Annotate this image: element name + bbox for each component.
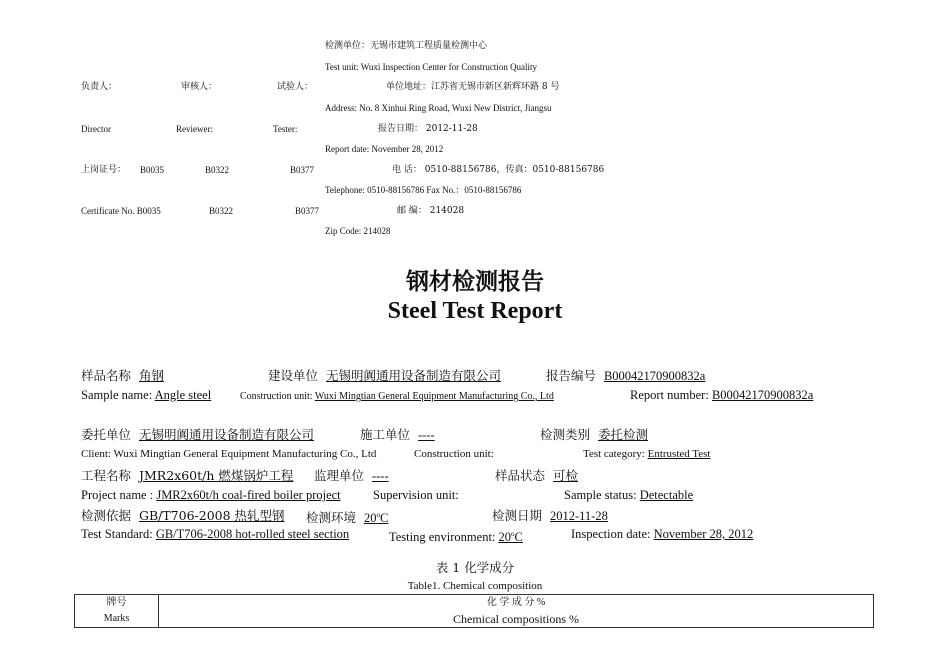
builder-cn-label: 施工单位 <box>360 427 411 442</box>
cert-no-3: B0377 <box>290 165 315 175</box>
sample-name-cn-value: 角钢 <box>138 368 164 383</box>
test-unit-en: Test unit: Wuxi Inspection Center for Construction Quality <box>325 62 538 72</box>
report-no-cn-value: B00042170900832a <box>603 369 706 383</box>
row-client-cn <box>81 426 314 443</box>
report-no-en-label: Report number: <box>630 388 709 402</box>
director-en: Director <box>81 124 111 134</box>
cert-en: Certificate No. B0035 <box>81 206 161 216</box>
table-caption-en: Table1. Chemical composition <box>407 580 543 592</box>
marks-header <box>75 595 159 628</box>
row-date-cn <box>492 507 656 525</box>
project-cn-label: 工程名称 <box>81 468 132 483</box>
row-builder-cn <box>360 426 528 444</box>
sample-name-en-label: Sample name: <box>81 388 153 402</box>
phone-cn: 电 话： 0510-88156786，传真：0510-88156786 <box>392 165 605 175</box>
date-en-value: November 28, 2012 <box>653 527 754 541</box>
sample-status-en-label: Sample status: <box>564 488 637 502</box>
project-en-label: Project name : <box>81 488 154 502</box>
date-cn-value: 2012-11-28 <box>549 509 608 523</box>
row-construction-cn <box>268 367 501 384</box>
cert-no-1: B0035 <box>140 165 165 175</box>
standard-en-value: GB/T706-2008 hot-rolled steel section <box>155 527 350 541</box>
env-en-unit: C <box>514 530 523 545</box>
cert-en-no-2: B0322 <box>209 206 234 216</box>
construction-unit-cn-value: 无锡明阗通用设备制造有限公司 <box>325 368 501 383</box>
row-test-category-cn <box>540 426 699 443</box>
builder-cn-value: ---- <box>417 428 435 442</box>
sample-name-cn-label: 样品名称 <box>81 368 132 383</box>
report-date-cn: 报告日期： 2012-11-28 <box>378 124 478 134</box>
row-report-no-en <box>630 387 813 404</box>
env-en-label: Testing environment: <box>389 530 496 545</box>
row-construction-en <box>240 390 554 404</box>
row-standard-en <box>81 526 349 543</box>
date-cn-label: 检测日期 <box>492 508 543 523</box>
cert-cn: 上岗证号： <box>81 165 127 175</box>
address-cn: 单位地址：江苏省无锡市新区新辉环路 8 号 <box>386 82 560 92</box>
row-standard-cn <box>81 507 285 524</box>
row-project-en <box>81 487 341 504</box>
cert-en-no-3: B0377 <box>295 206 320 216</box>
supervision-en-label: Supervision unit: <box>373 488 459 502</box>
table-caption-cn: 表 1 化学成分 <box>435 560 515 575</box>
row-date-en <box>571 526 753 543</box>
env-cn-label: 检测环境 <box>306 510 357 526</box>
address-en: Address: No. 8 Xinhui Ring Road, Wuxi New District, Jiangsu <box>325 103 552 113</box>
row-env-cn <box>306 507 456 527</box>
env-cn-degree: o <box>376 511 380 519</box>
composition-header <box>159 595 874 628</box>
zip-en: Zip Code: 214028 <box>325 226 391 236</box>
project-en-value: JMR2x60t/h coal-fired boiler project <box>156 488 341 502</box>
tester-en: Tester: <box>273 124 298 134</box>
report-title-en: Steel Test Report <box>387 298 563 324</box>
env-en-value: 20 <box>498 530 512 545</box>
test-category-cn-label: 检测类别 <box>540 427 591 442</box>
sample-status-en-value: Detectable <box>639 488 694 502</box>
row-builder-en <box>414 447 567 462</box>
construction-unit-en-value: Wuxi Mingtian General Equipment Manufacturing Co., Ltd <box>314 391 554 402</box>
cert-no-2: B0322 <box>205 165 230 175</box>
env-cn-value: 20 <box>363 511 377 526</box>
director-cn: 负责人： <box>81 82 118 92</box>
test-category-en-value: Entrusted Test <box>647 448 711 460</box>
supervision-cn-label: 监理单位 <box>314 468 365 483</box>
row-report-no-cn <box>546 367 705 385</box>
marks-header-cn: 牌号 <box>106 597 127 608</box>
report-no-cn-label: 报告编号 <box>546 368 597 383</box>
row-supervision-en <box>373 487 548 504</box>
report-title-cn: 钢材检测报告 <box>406 268 544 295</box>
reviewer-en: Reviewer: <box>176 124 213 134</box>
row-sample-en <box>81 387 211 404</box>
env-cn-unit: C <box>379 511 389 526</box>
test-category-cn-value: 委托检测 <box>597 427 648 442</box>
sample-status-cn-label: 样品状态 <box>495 468 546 483</box>
report-no-en-value: B00042170900832a <box>711 388 814 402</box>
test-unit-cn: 检测单位：无锡市建筑工程质量检测中心 <box>325 41 488 51</box>
reviewer-cn: 审核人： <box>181 82 218 92</box>
date-en-label: Inspection date: <box>571 527 651 541</box>
chemical-composition-table <box>74 594 874 628</box>
client-cn-value: 无锡明阗通用设备制造有限公司 <box>138 427 314 442</box>
builder-en-label: Construction unit: <box>414 448 494 460</box>
standard-en-label: Test Standard: <box>81 527 153 541</box>
tester-cn: 试验人： <box>277 82 314 92</box>
table-header-row <box>75 595 874 628</box>
row-supervision-cn <box>314 467 482 485</box>
composition-header-en: Chemical compositions % <box>453 612 579 626</box>
marks-header-en: Marks <box>103 613 130 624</box>
zip-cn: 邮 编： 214028 <box>397 206 465 216</box>
client-en: Client: Wuxi Mingtian General Equipment Manufacturing Co., Ltd <box>81 448 377 460</box>
test-category-en-label: Test category: <box>583 448 645 460</box>
env-en-degree: o <box>511 530 515 538</box>
construction-unit-en-label: Construction unit: <box>240 391 313 402</box>
sample-status-cn-value: 可检 <box>552 468 578 483</box>
row-sample-status-cn <box>495 467 641 484</box>
phone-en: Telephone: 0510-88156786 Fax No.：0510-88156786 <box>325 185 522 195</box>
row-env-en <box>389 526 533 546</box>
row-project-cn <box>81 467 293 484</box>
composition-header-cn: 化 学 成 分 % <box>486 597 546 608</box>
row-sample-cn <box>81 367 251 384</box>
row-sample-status-en <box>564 487 693 504</box>
construction-unit-cn-label: 建设单位 <box>268 368 319 383</box>
client-cn-label: 委托单位 <box>81 427 132 442</box>
report-date-en: Report date: November 28, 2012 <box>325 144 444 154</box>
standard-cn-label: 检测依据 <box>81 508 132 523</box>
standard-cn-value: GB/T706-2008 热轧型钢 <box>138 508 285 523</box>
row-test-category-en <box>583 447 710 462</box>
supervision-cn-value: ---- <box>371 469 389 483</box>
project-cn-value: JMR2x60t/h 燃煤锅炉工程 <box>138 468 294 483</box>
sample-name-en-value: Angle steel <box>154 388 212 402</box>
